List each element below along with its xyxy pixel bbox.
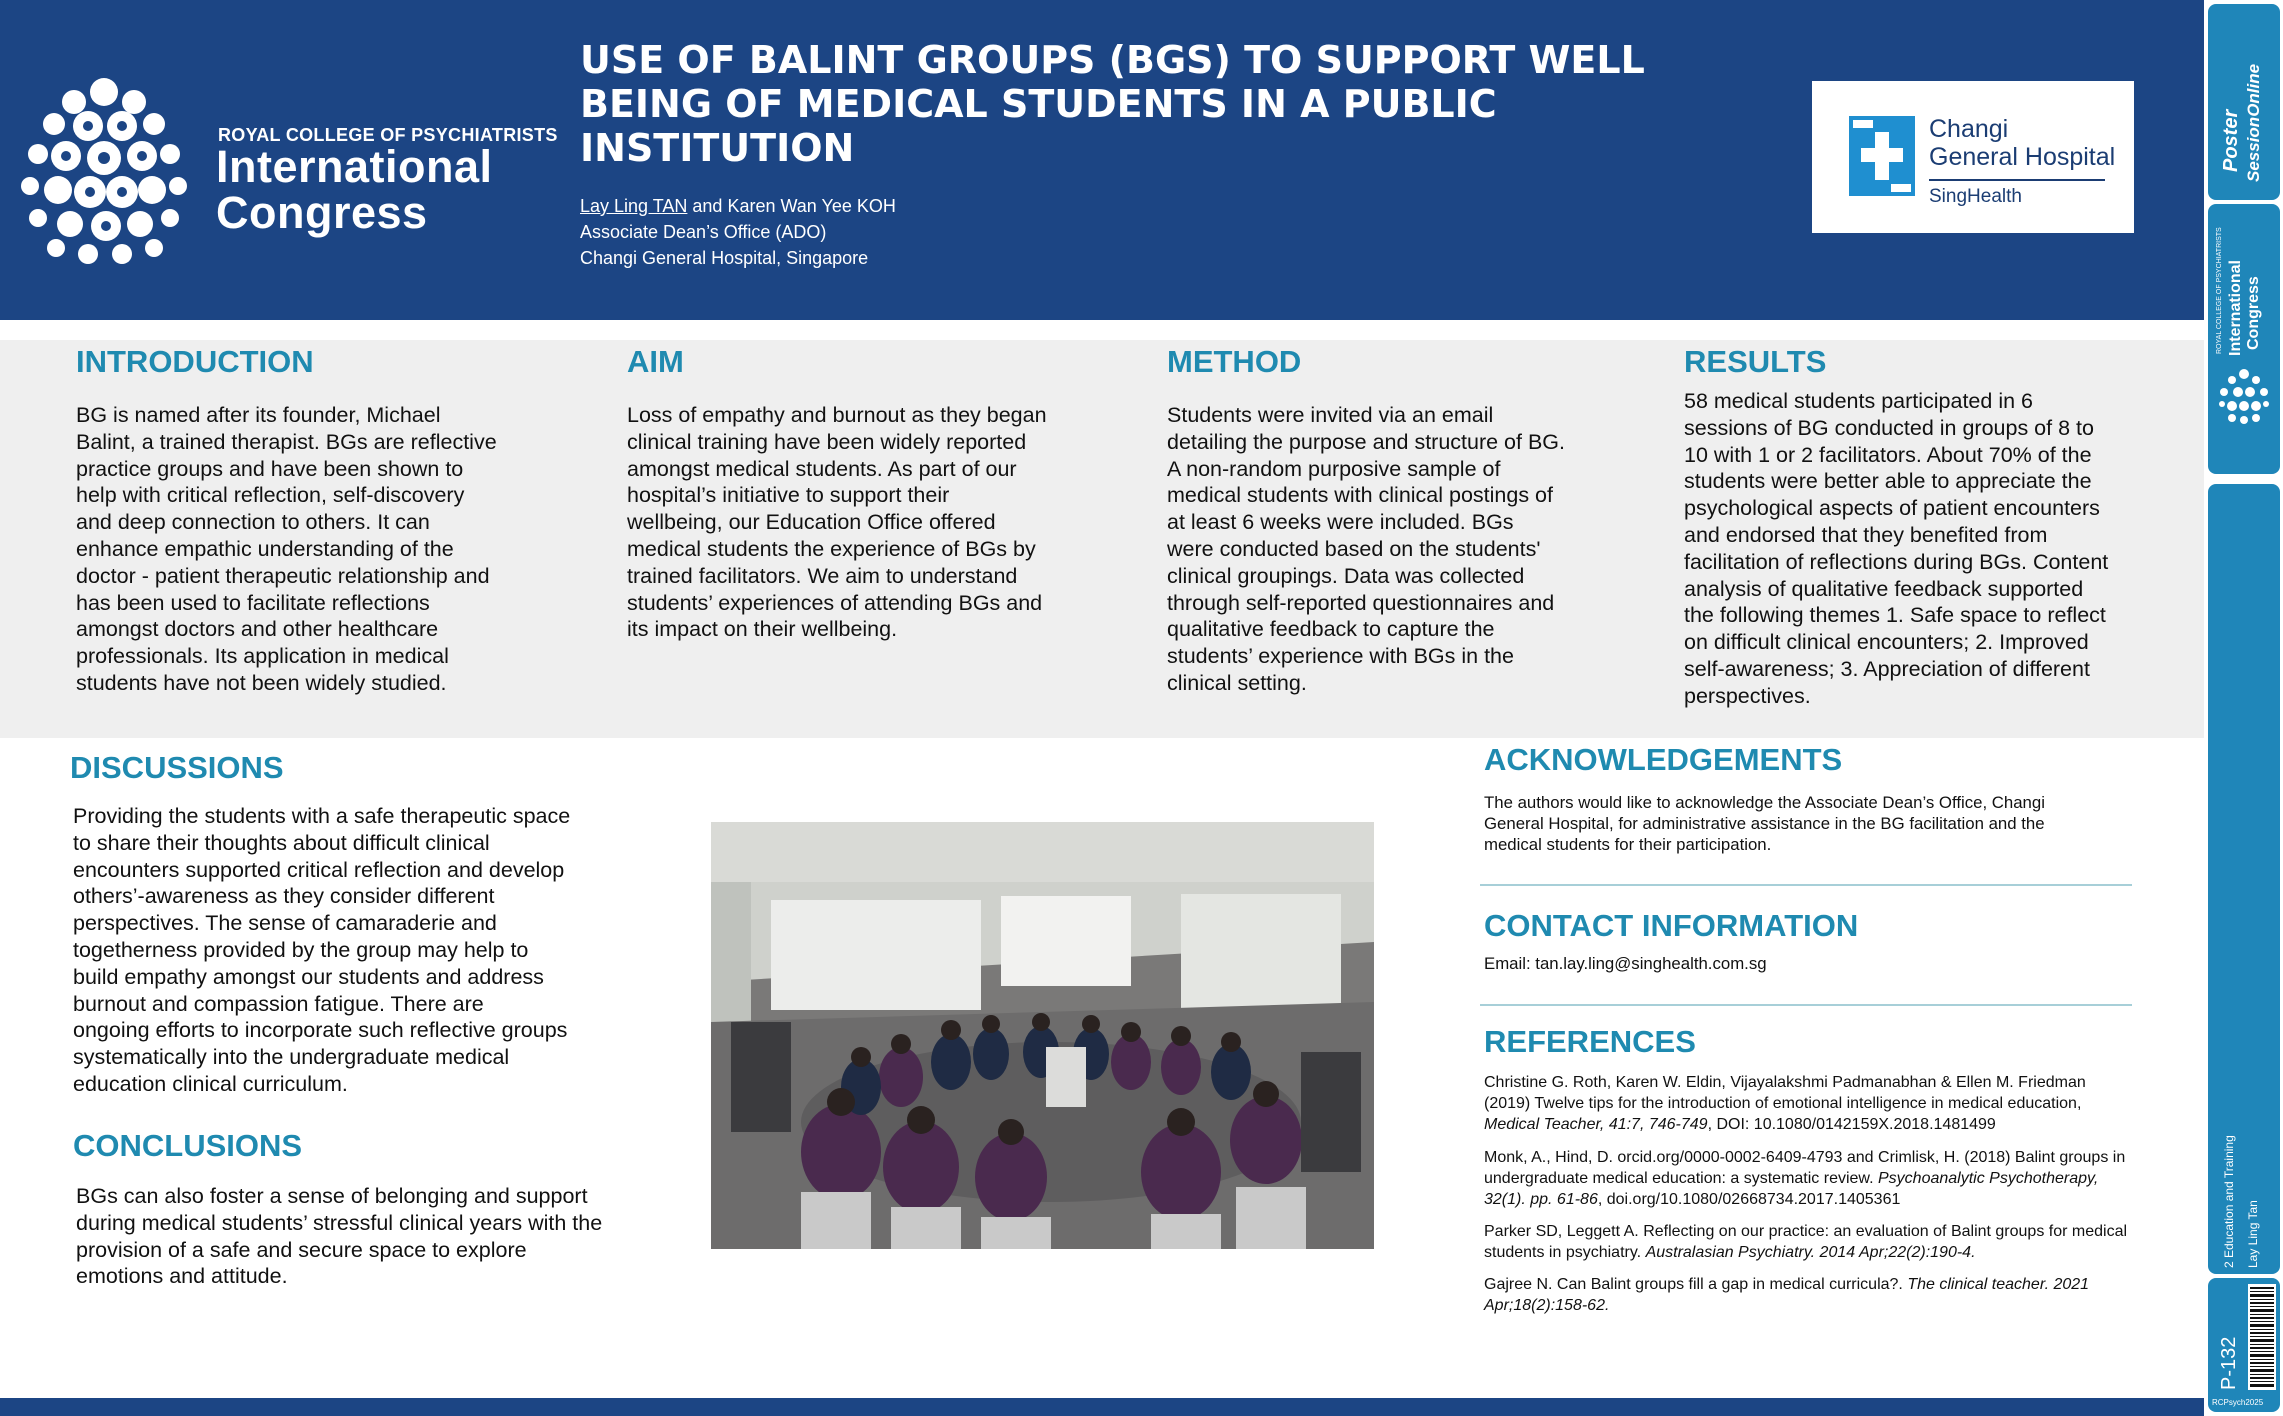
sidebar-congress-logo-icon	[2216, 364, 2272, 428]
text-line: provision of a safe and secure space to explore	[76, 1237, 527, 1262]
poster-header	[0, 0, 2204, 320]
sidebar-poster-id: P-132	[2218, 1336, 2240, 1390]
aim-text	[627, 402, 1127, 643]
reference-journal: Medical Teacher, 41:7, 746-749	[1484, 1116, 1708, 1133]
poster-id-tab[interactable]	[2208, 1278, 2280, 1412]
congress-name-line1: International	[216, 141, 493, 192]
section-divider	[1480, 1004, 2132, 1006]
sidebar-congress-line2: Congress	[2245, 276, 2262, 350]
barcode-icon	[2248, 1284, 2276, 1390]
text-line: systematically into the undergraduate medical	[73, 1045, 510, 1070]
text-line: wellbeing, our Education Office offered	[627, 510, 996, 535]
method-text	[1167, 402, 1667, 697]
text-line: professionals. Its application in medical	[76, 644, 449, 669]
text-line: build empathy amongst our students and address	[73, 964, 544, 989]
text-line: through self-reported questionnaires and	[1167, 590, 1555, 615]
hospital-logo-rule	[1929, 179, 2105, 181]
results-text	[1684, 388, 2194, 710]
text-line: Balint, a trained therapist. BGs are reflective	[76, 429, 497, 454]
section-divider	[1480, 884, 2132, 886]
text-line: and deep connection to others. It can	[76, 510, 430, 535]
text-line: students’ experience with BGs in the	[1167, 644, 1514, 669]
sidebar-presenter: Lay Ling Tan	[2246, 1200, 2260, 1268]
poster-sidebar	[2204, 0, 2283, 1416]
congress-name-line2: Congress	[216, 187, 428, 238]
introduction-heading: INTRODUCTION	[76, 344, 314, 379]
text-line: togetherness provided by the group may help to	[73, 937, 529, 962]
brand-line1: Poster	[2220, 109, 2242, 172]
reference-text: Christine G. Roth, Karen W. Eldin, Vijayalakshmi Padmanabhan & Ellen M. Friedman (2019) Twelve tips for the introduction of emotional intelligence in medical education,	[1484, 1074, 2086, 1112]
text-line: to share their thoughts about difficult clinical	[73, 830, 490, 855]
reference-2	[1484, 1147, 2134, 1210]
contact-email: Email: tan.lay.ling@singhealth.com.sg	[1484, 954, 1767, 973]
poster-info-tab[interactable]	[2208, 484, 2280, 1274]
text-line: students have not been widely studied.	[76, 670, 447, 695]
reference-doi: , doi.org/10.1080/02668734.2017.1405361	[1597, 1191, 1901, 1208]
congress-name	[216, 141, 493, 238]
hospital-logo	[1812, 81, 2134, 233]
acknowledgements-text	[1484, 792, 2134, 856]
poster-footer-bar	[0, 1398, 2204, 1416]
hospital-name-line2: General Hospital	[1929, 143, 2116, 171]
text-line: medical students the experience of BGs by	[627, 536, 1036, 561]
text-line: and endorsed that they benefited from	[1684, 522, 2048, 547]
acknowledgements-heading: ACKNOWLEDGEMENTS	[1484, 742, 1843, 777]
text-line: ongoing efforts to incorporate such reflective groups	[73, 1018, 568, 1043]
text-line: were conducted based on the students'	[1167, 536, 1541, 561]
hospital-name	[1929, 115, 2119, 171]
text-line: the following themes 1. Safe space to reflect	[1684, 603, 2106, 628]
text-line: A non-random purposive sample of	[1167, 456, 1501, 481]
text-line: BG is named after its founder, Michael	[76, 403, 441, 427]
text-line: burnout and compassion fatigue. There are	[73, 991, 484, 1016]
sidebar-category: 2 Education and Training	[2222, 1135, 2236, 1268]
congress-tab[interactable]	[2208, 204, 2280, 474]
text-line: clinical setting.	[1167, 670, 1307, 695]
text-line: General Hospital, for administrative assistance in the BG facilitation and the	[1484, 814, 2045, 834]
text-line: amongst medical students. As part of our	[627, 456, 1017, 481]
text-line: The authors would like to acknowledge the Associate Dean’s Office, Changi	[1484, 793, 2045, 812]
author-list	[580, 196, 896, 217]
discussions-text	[73, 803, 673, 1098]
text-line: has been used to facilitate reflections	[76, 590, 430, 615]
text-line: on difficult clinical encounters; 2. Improved	[1684, 630, 2089, 655]
conclusions-text	[76, 1183, 676, 1290]
text-line: doctor - patient therapeutic relationship and	[76, 563, 490, 588]
text-line: self-awareness; 3. Appreciation of different	[1684, 656, 2090, 681]
text-line: BGs can also foster a sense of belonging and support	[76, 1184, 588, 1208]
sidebar-congress-org: ROYAL COLLEGE OF PSYCHIATRISTS	[2216, 227, 2223, 354]
reference-journal: Psychoanalytic Psychotherapy, 32(1). pp. 61-86	[1484, 1170, 2099, 1208]
poster-session-online-tab[interactable]	[2208, 4, 2280, 200]
references-heading: REFERENCES	[1484, 1024, 1696, 1059]
text-line: psychological aspects of patient encounters	[1684, 496, 2100, 521]
conclusions-heading: CONCLUSIONS	[73, 1128, 303, 1163]
photo-illustration	[711, 822, 1374, 1249]
text-line: detailing the purpose and structure of BG.	[1167, 429, 1565, 454]
text-line: facilitation of reflections during BGs. Content	[1684, 549, 2109, 574]
text-line: amongst doctors and other healthcare	[76, 617, 439, 642]
aim-heading: AIM	[627, 344, 684, 379]
text-line: during medical students’ stressful clinical years with the	[76, 1210, 603, 1235]
text-line: clinical training have been widely reported	[627, 429, 1027, 454]
reference-text: Parker SD, Leggett A. Reflecting on our practice: an evaluation of Balint groups for medical students in psychiatry.	[1484, 1223, 2128, 1261]
hospital-name-line1: Changi	[1929, 115, 2009, 143]
text-line: medical students with clinical postings of	[1167, 483, 1553, 508]
presenting-author: Lay Ling TAN	[580, 196, 688, 216]
text-line: hospital’s initiative to support their	[627, 483, 950, 508]
text-line: trained facilitators. We aim to understand	[627, 563, 1018, 588]
text-line: others’-awareness as they consider different	[73, 884, 495, 909]
text-line: qualitative feedback to capture the	[1167, 617, 1495, 642]
congress-logo-icon	[14, 62, 194, 272]
text-line: students’ experiences of attending BGs and	[627, 590, 1043, 615]
results-heading: RESULTS	[1684, 344, 1827, 379]
contact-heading: CONTACT INFORMATION	[1484, 908, 1859, 943]
method-heading: METHOD	[1167, 344, 1302, 379]
affiliation-hospital: Changi General Hospital, Singapore	[580, 248, 869, 268]
text-line: encounters supported critical reflection and develop	[73, 857, 565, 882]
hospital-cross-icon	[1849, 116, 1915, 196]
text-line: Loss of empathy and burnout as they began	[627, 403, 1047, 427]
reference-4	[1484, 1274, 2134, 1316]
text-line: its impact on their wellbeing.	[627, 617, 898, 642]
text-line: Students were invited via an email	[1167, 403, 1494, 427]
reference-text: Gajree N. Can Balint groups fill a gap in medical curricula?.	[1484, 1276, 1908, 1293]
reference-1	[1484, 1072, 2134, 1135]
text-line: education clinical curriculum.	[73, 1071, 348, 1096]
text-line: sessions of BG conducted in groups of 8 to	[1684, 415, 2094, 440]
congress-org-name: ROYAL COLLEGE OF PSYCHIATRISTS	[218, 125, 558, 145]
affiliation-office: Associate Dean’s Office (ADO)	[580, 222, 827, 242]
text-line: enhance empathic understanding of the	[76, 536, 454, 561]
brand-line2: SessionOnline	[2244, 63, 2263, 182]
text-line: students were better able to appreciate the	[1684, 469, 2092, 494]
text-line: Providing the students with a safe therapeutic space	[73, 804, 571, 828]
hospital-group-name: SingHealth	[1929, 186, 2022, 207]
poster-title: USE OF BALINT GROUPS (BGS) TO SUPPORT WELL BEING OF MEDICAL STUDENTS IN A PUBLIC INSTITUTION	[580, 38, 1645, 170]
sidebar-event-code: RCPsych2025	[2212, 1398, 2264, 1407]
text-line: emotions and attitude.	[76, 1264, 288, 1289]
text-line: perspectives. The sense of camaraderie and	[73, 911, 497, 936]
reference-journal: The clinical teacher. 2021 Apr;18(2):158-62.	[1484, 1276, 2090, 1314]
text-line: analysis of qualitative feedback supported	[1684, 576, 2084, 601]
reference-3	[1484, 1221, 2134, 1263]
text-line: 58 medical students participated in 6	[1684, 389, 2033, 413]
text-line: perspectives.	[1684, 683, 1811, 708]
text-line: help with critical reflection, self-discovery	[76, 483, 465, 508]
text-line: at least 6 weeks were included. BGs	[1167, 510, 1514, 535]
group-session-photo	[711, 822, 1374, 1249]
text-line: clinical groupings. Data was collected	[1167, 563, 1525, 588]
discussions-heading: DISCUSSIONS	[70, 750, 284, 785]
sidebar-congress-line1: International	[2227, 259, 2244, 356]
reference-doi: , DOI: 10.1080/0142159X.2018.1481499	[1707, 1116, 1996, 1133]
text-line: practice groups and have been shown to	[76, 456, 464, 481]
text-line: medical students for their participation.	[1484, 835, 1772, 855]
introduction-text	[76, 402, 576, 697]
reference-text: Monk, A., Hind, D. orcid.org/0000-0002-6409-4793 and Crimlisk, H. (2018) Balint groups in undergraduate medical education: a systematic review.	[1484, 1149, 2126, 1187]
text-line: 10 with 1 or 2 facilitators. About 70% of the	[1684, 442, 2092, 467]
reference-journal: Australasian Psychiatry. 2014 Apr;22(2):190-4.	[1645, 1244, 1976, 1261]
co-author: and Karen Wan Yee KOH	[687, 196, 896, 216]
